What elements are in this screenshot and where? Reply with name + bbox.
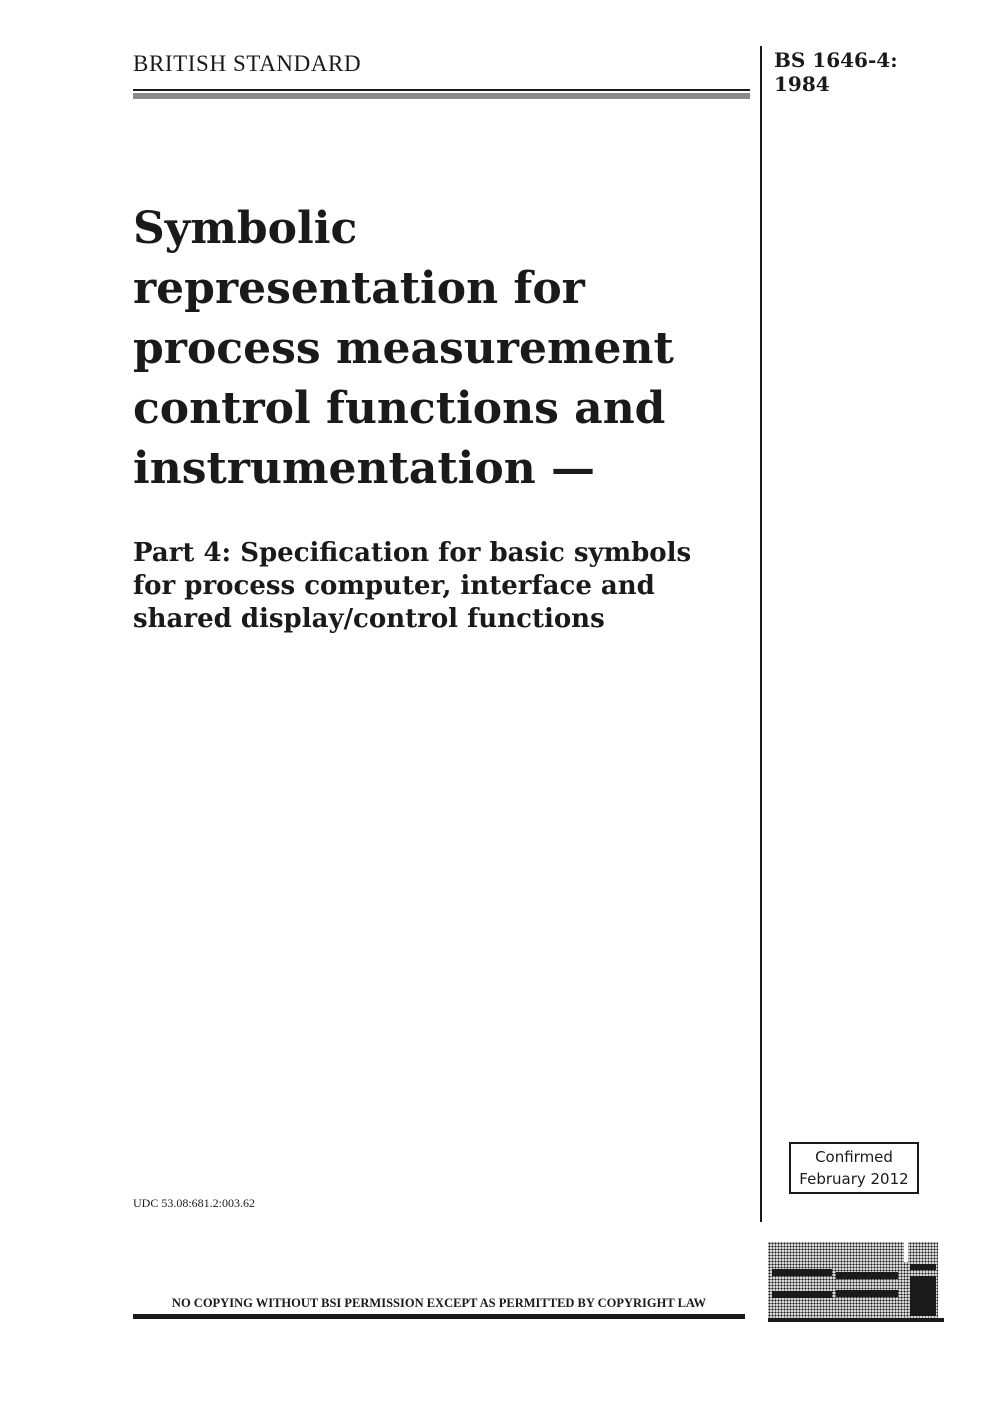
standard-number-year: 1984 — [774, 72, 830, 96]
document-subtitle — [133, 537, 753, 636]
bsi-logo-icon — [768, 1242, 944, 1322]
subtitle-line: for process computer, interface and — [133, 571, 655, 601]
header-rule-thick — [133, 93, 750, 99]
copyright-notice: NO COPYING WITHOUT BSI PERMISSION EXCEPT AS PERMITTED BY COPYRIGHT LAW — [171, 1296, 707, 1310]
confirmed-date: February 2012 — [799, 1170, 909, 1188]
vertical-divider — [760, 46, 762, 1222]
subtitle-line: shared display/control functions — [133, 604, 605, 634]
standard-number-line: BS 1646-4: — [774, 48, 898, 72]
udc-code: UDC 53.08:681.2:003.62 — [133, 1196, 256, 1210]
title-line: Symbolic — [133, 203, 358, 254]
document-title — [133, 199, 753, 499]
title-line: representation for — [133, 263, 585, 314]
title-line: process measurement — [133, 323, 674, 374]
subtitle-line: Part 4: Specification for basic symbols — [133, 538, 692, 568]
confirmed-stamp — [789, 1142, 919, 1194]
footer-rule — [133, 1314, 745, 1319]
title-line: instrumentation — — [133, 443, 596, 494]
confirmed-label: Confirmed — [815, 1148, 893, 1166]
header-rule-thin — [133, 89, 750, 91]
title-line: control functions and — [133, 383, 666, 434]
series-label: BRITISH STANDARD — [133, 51, 362, 76]
standard-number — [774, 48, 898, 96]
